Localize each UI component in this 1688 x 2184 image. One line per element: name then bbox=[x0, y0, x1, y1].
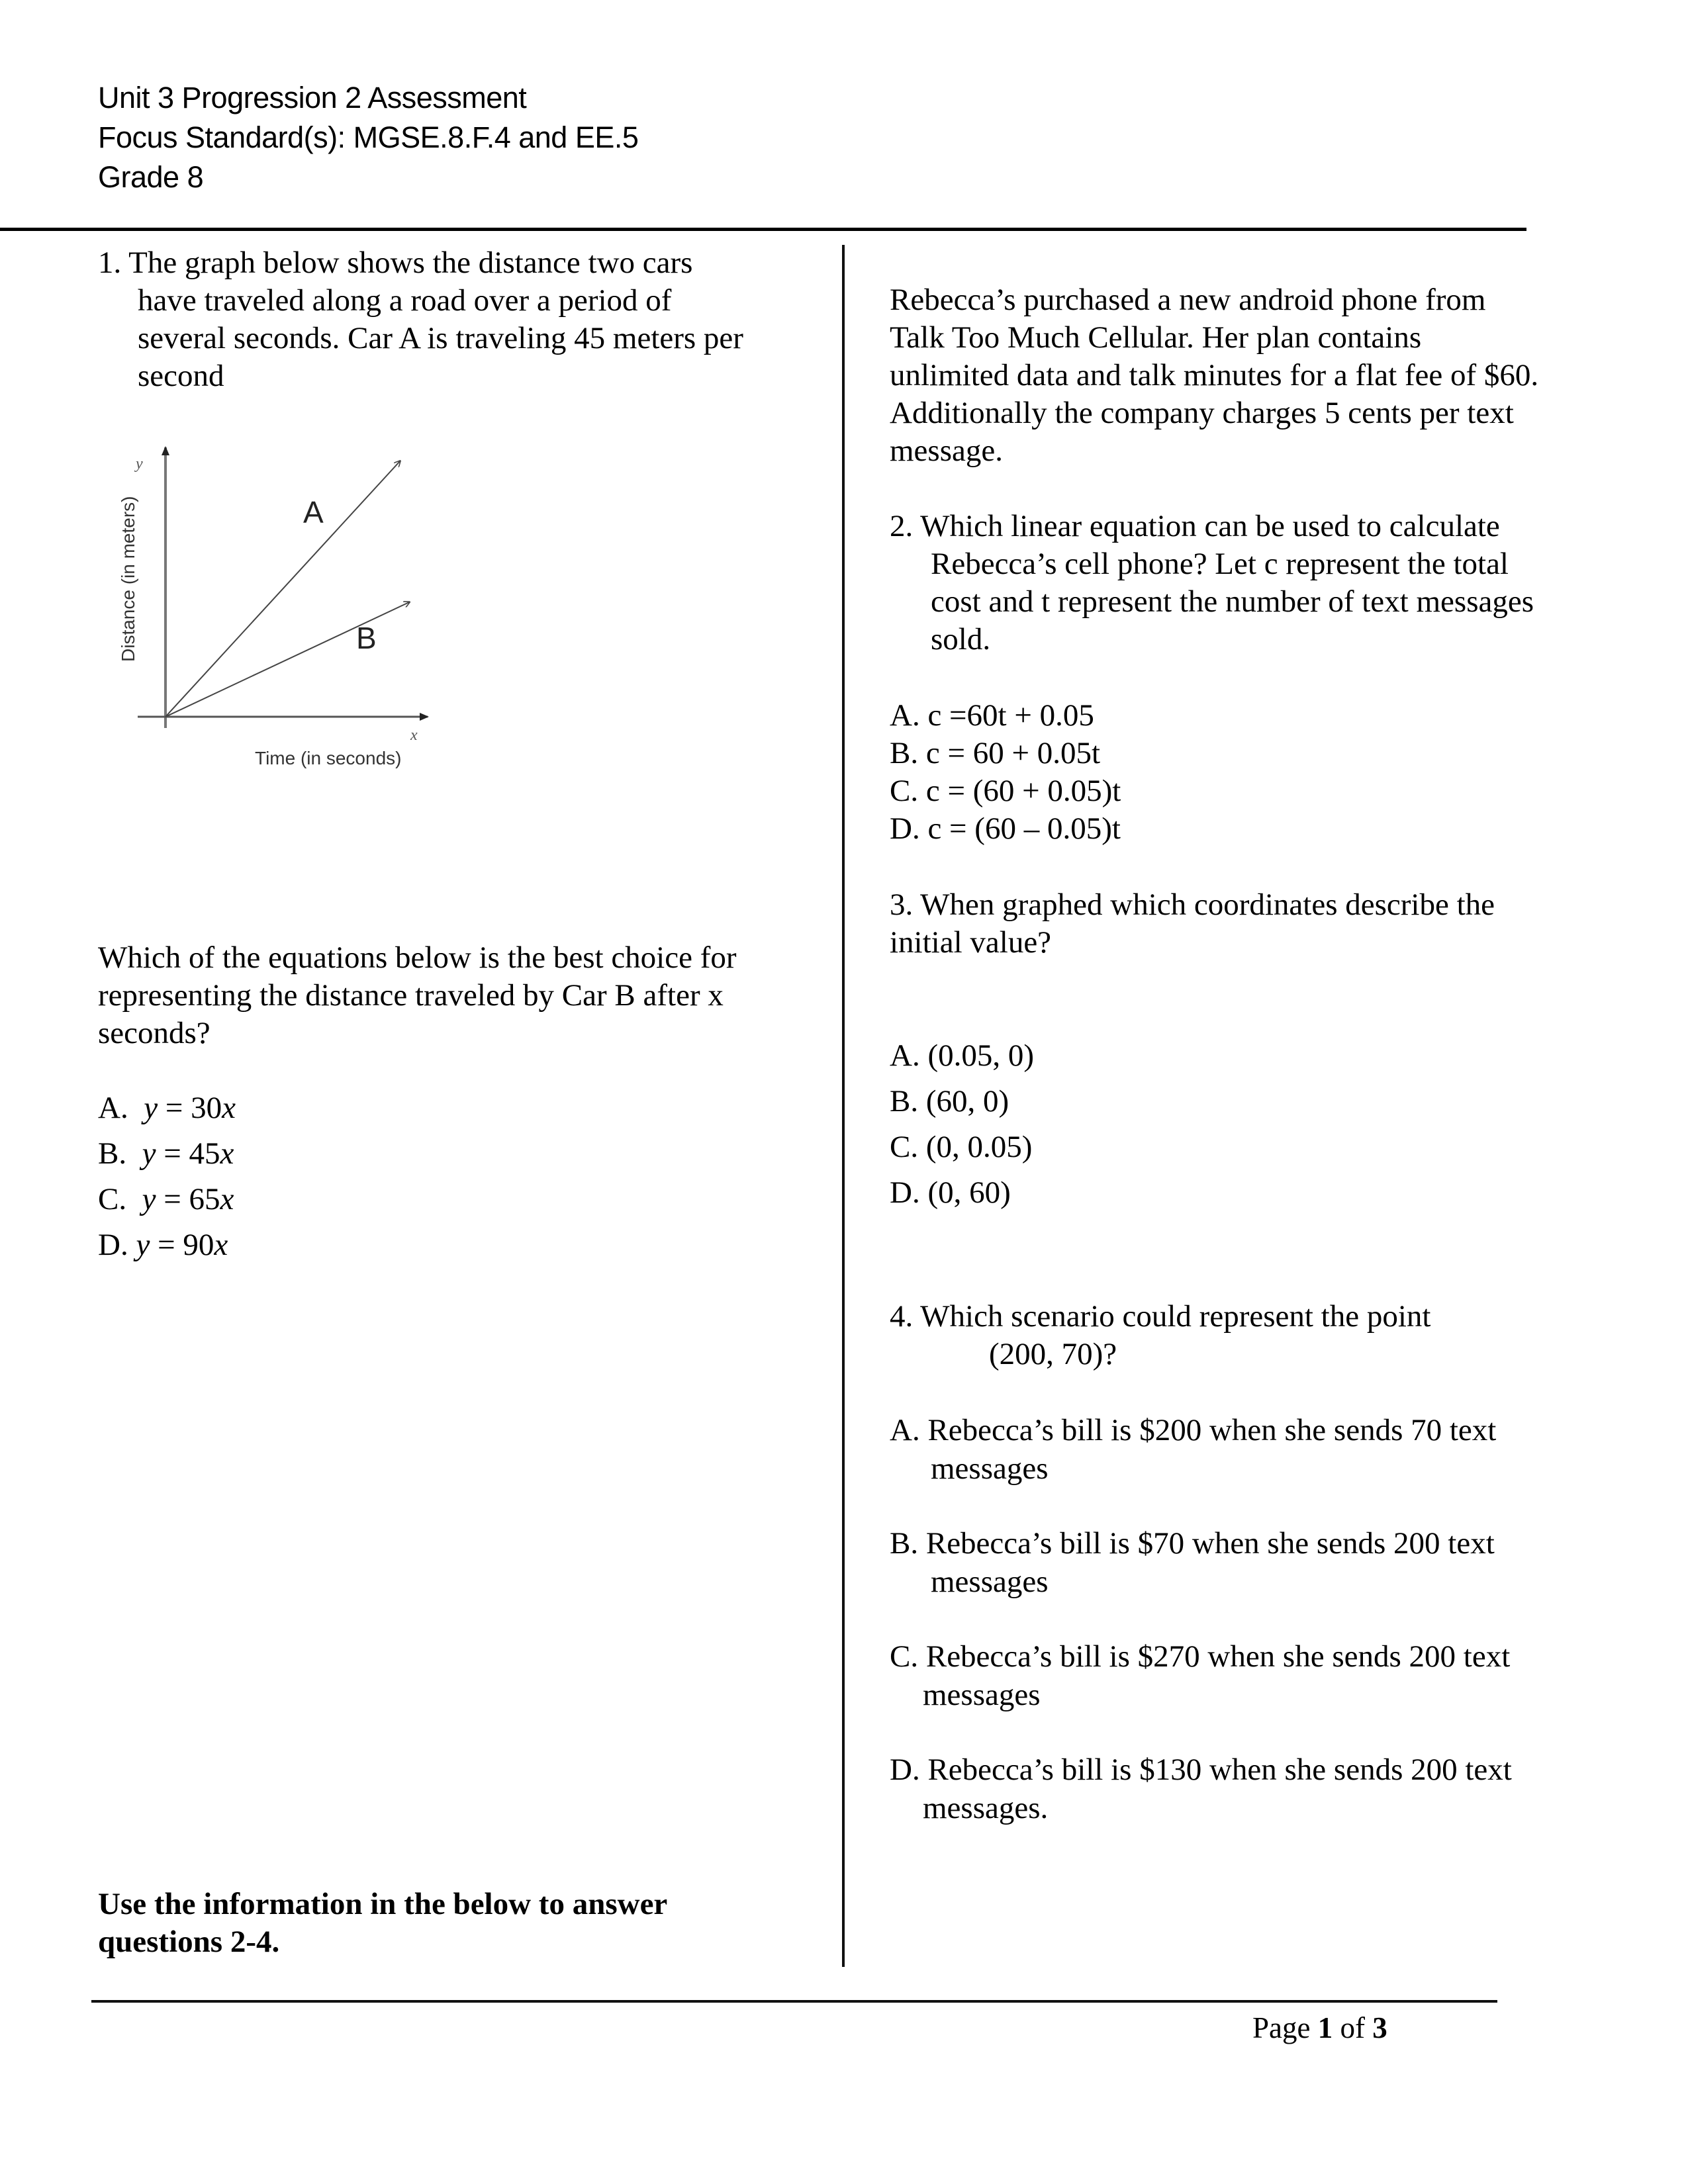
scenario-line: Rebecca’s purchased a new android phone from bbox=[890, 283, 1486, 317]
q1-prompt-line: seconds? bbox=[98, 1016, 211, 1050]
q1-intro-line: several seconds. Car A is traveling 45 meters per bbox=[138, 321, 743, 355]
footer-divider bbox=[91, 2000, 1497, 2003]
q2-choice-a[interactable]: A. c =60t + 0.05 bbox=[890, 698, 1094, 733]
column-divider bbox=[842, 245, 845, 1967]
y-axis-label: Distance (in meters) bbox=[118, 496, 138, 662]
q4-choice-b[interactable]: B. Rebecca’s bill is $70 when she sends 200 text messages bbox=[890, 1526, 1495, 1599]
scenario-line: Talk Too Much Cellular. Her plan contains bbox=[890, 320, 1422, 355]
q4-choice-d[interactable]: D. Rebecca’s bill is $130 when she sends 200 text messages. bbox=[890, 1752, 1512, 1825]
q2-choice-d[interactable]: D. c = (60 – 0.05)t bbox=[890, 811, 1121, 846]
q2-line: sold. bbox=[931, 622, 991, 657]
q1-choice-d[interactable]: D. y = 90x bbox=[98, 1228, 228, 1262]
instruction-line: Use the information in the below to answer bbox=[98, 1887, 668, 1921]
q1-intro-line: have traveled along a road over a period of bbox=[138, 283, 672, 318]
q3-choice-d[interactable]: D. (0, 60) bbox=[890, 1175, 1011, 1210]
line-b bbox=[165, 602, 409, 717]
q2-choice-b[interactable]: B. c = 60 + 0.05t bbox=[890, 736, 1101, 770]
q3-choice-c[interactable]: C. (0, 0.05) bbox=[890, 1130, 1033, 1164]
q1-prompt-line: Which of the equations below is the best choice for bbox=[98, 940, 737, 975]
focus-standards: Focus Standard(s): MGSE.8.F.4 and EE.5 bbox=[98, 120, 639, 154]
q2-choice-c[interactable]: C. c = (60 + 0.05)t bbox=[890, 774, 1121, 808]
q1-prompt-line: representing the distance traveled by Car B after x bbox=[98, 978, 724, 1013]
instruction-line: questions 2-4. bbox=[98, 1925, 280, 1959]
x-axis-symbol: x bbox=[410, 727, 418, 744]
scenario-line: unlimited data and talk minutes for a flat fee of $60. bbox=[890, 358, 1539, 392]
document-header bbox=[98, 78, 638, 197]
q3-line: initial value? bbox=[890, 925, 1052, 960]
q4-point: (200, 70)? bbox=[989, 1337, 1117, 1371]
q1-choice-c[interactable]: C. y = 65x bbox=[98, 1182, 234, 1216]
grade-level: Grade 8 bbox=[98, 160, 204, 194]
distance-time-graph bbox=[99, 424, 563, 900]
line-a bbox=[165, 461, 400, 717]
q1-intro-line: 1. The graph below shows the distance two cars bbox=[98, 246, 693, 280]
assessment-title: Unit 3 Progression 2 Assessment bbox=[98, 81, 527, 114]
q1-choice-b[interactable]: B. y = 45x bbox=[98, 1136, 234, 1171]
q2-line: cost and t represent the number of text messages bbox=[931, 584, 1534, 619]
q4-choice-a[interactable]: A. Rebecca’s bill is $200 when she sends 70 text messages bbox=[890, 1413, 1497, 1486]
q3-choice-b[interactable]: B. (60, 0) bbox=[890, 1084, 1009, 1118]
series-a-label: A bbox=[303, 495, 324, 529]
header-divider bbox=[0, 228, 1526, 231]
q1-choice-a[interactable]: A. y = 30x bbox=[98, 1091, 236, 1125]
q3-choice-a[interactable]: A. (0.05, 0) bbox=[890, 1038, 1034, 1073]
total-pages: 3 bbox=[1372, 2011, 1387, 2044]
q4-line: 4. Which scenario could represent the point bbox=[890, 1299, 1431, 1334]
q4-choice-c[interactable]: C. Rebecca’s bill is $270 when she sends 200 text messages bbox=[890, 1639, 1511, 1712]
series-b-label: B bbox=[356, 621, 377, 655]
q1-intro-line: second bbox=[138, 359, 224, 393]
q2-line: Rebecca’s cell phone? Let c represent the total bbox=[931, 547, 1509, 581]
x-axis-label: Time (in seconds) bbox=[255, 748, 402, 768]
current-page: 1 bbox=[1317, 2011, 1333, 2044]
y-axis-symbol: y bbox=[136, 455, 143, 473]
q2-line: 2. Which linear equation can be used to calculate bbox=[890, 509, 1500, 543]
page-number: Page 1 of 3 bbox=[1252, 2011, 1387, 2044]
q3-line: 3. When graphed which coordinates describe the bbox=[890, 887, 1495, 922]
scenario-line: message. bbox=[890, 433, 1003, 468]
scenario-line: Additionally the company charges 5 cents per text bbox=[890, 396, 1514, 430]
